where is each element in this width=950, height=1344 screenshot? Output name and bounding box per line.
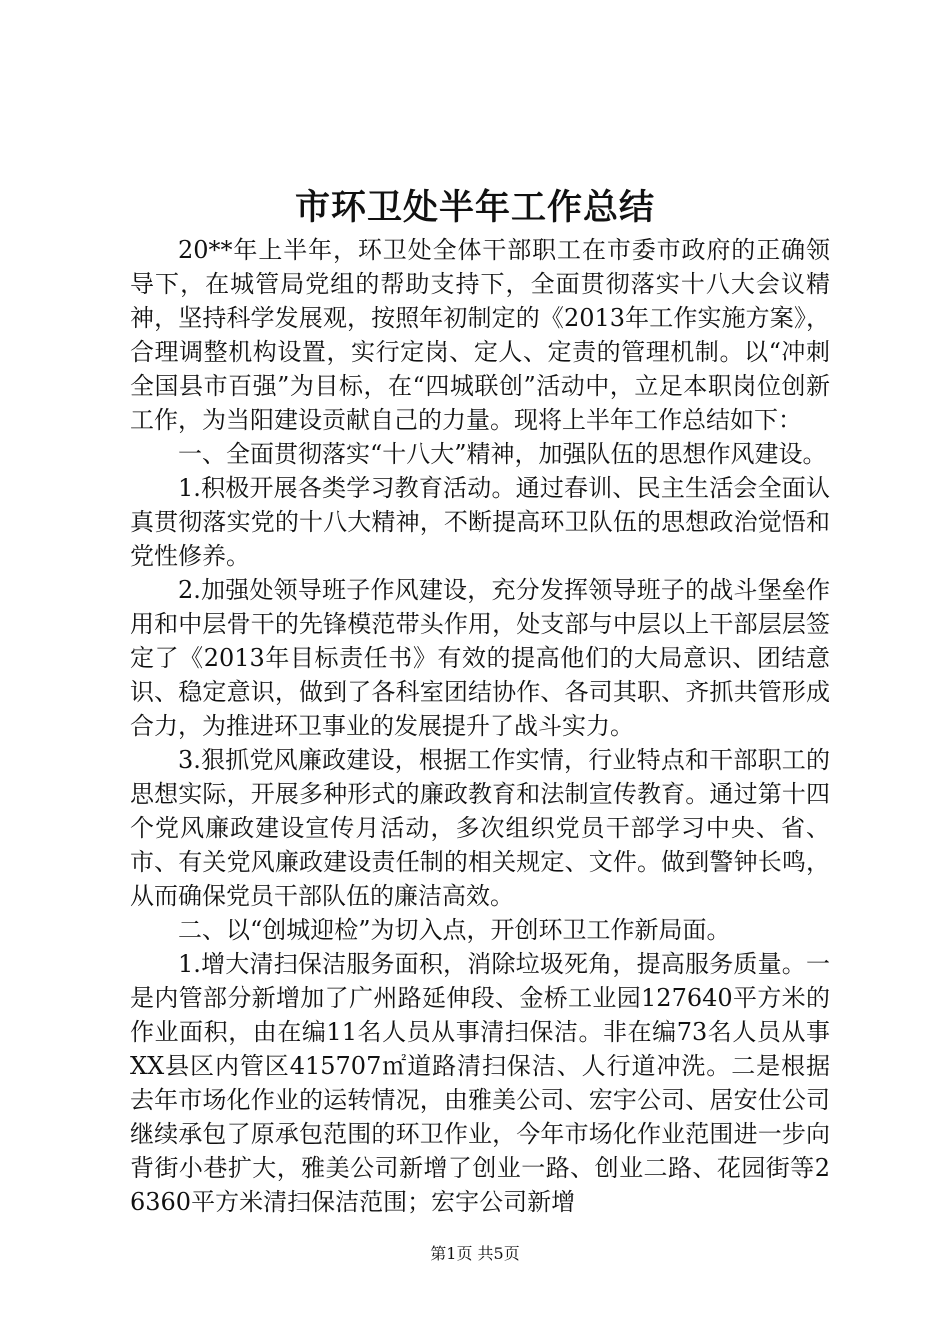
intro-paragraph: 20**年上半年，环卫处全体干部职工在市委市政府的正确领导下，在城管局党组的帮助支持下，全面贯彻落实十八大会议精神，坚持科学发展观，按照年初制定的《2013年工作实施方案》，合理调整机构设置，实行定岗、定人、定责的管理机制。以“冲刺全国县市百强”为目标，在“四城联创”活动中，立足本职岗位创新工作，为当阳建设贡献自己的力量。现将上半年工作总结如下： (130, 236, 830, 434)
paragraph-1-3: 3.狠抓党风廉政建设，根据工作实情，行业特点和干部职工的思想实际，开展多种形式的廉政教育和法制宣传教育。通过第十四个党风廉政建设宣传月活动，多次组织党员干部学习中央、省、市、有关党风廉政建设责任制的相关规定、文件。做到警钟长鸣，从而确保党员干部队伍的廉洁高效。 (130, 746, 830, 910)
document-title: 市环卫处半年工作总结 (294, 187, 655, 228)
section-heading-1: 一、全面贯彻落实“十八大”精神，加强队伍的思想作风建设。 (178, 440, 827, 468)
paragraph-1-1: 1.积极开展各类学习教育活动。通过春训、民主生活会全面认真贯彻落实党的十八大精神，不断提高环卫队伍的思想政治觉悟和党性修养。 (130, 474, 830, 570)
paragraph-1-2: 2.加强处领导班子作风建设，充分发挥领导班子的战斗堡垒作用和中层骨干的先锋模范带头作用，处支部与中层以上干部层层签定了《2013年目标责任书》有效的提高他们的大局意识、团结意识、稳定意识，做到了各科室团结协作、各司其职、齐抓共管形成合力，为推进环卫事业的发展提升了战斗实力。 (130, 576, 830, 740)
paragraph-2-1: 1.增大清扫保洁服务面积，消除垃圾死角，提高服务质量。一是内管部分新增加了广州路延伸段、金桥工业园127640平方米的作业面积，由在编11名人员从事清扫保洁。非在编73名人员从事XX县区内管区415707㎡道路清扫保洁、人行道冲洗。二是根据去年市场化作业的运转情况，由雅美公司、宏宇公司、居安仕公司继续承包了原承包范围的环卫作业，今年市场化作业范围进一步向背街小巷扩大，雅美公司新增了创业一路、创业二路、花园街等26360平方米清扫保洁范围；宏宇公司新增 (130, 950, 830, 1216)
document-body (130, 233, 830, 1219)
section-heading-2: 二、以“创城迎检”为切入点，开创环卫工作新局面。 (178, 916, 731, 944)
page-footer: 第1页 共5页 (430, 1244, 520, 1263)
